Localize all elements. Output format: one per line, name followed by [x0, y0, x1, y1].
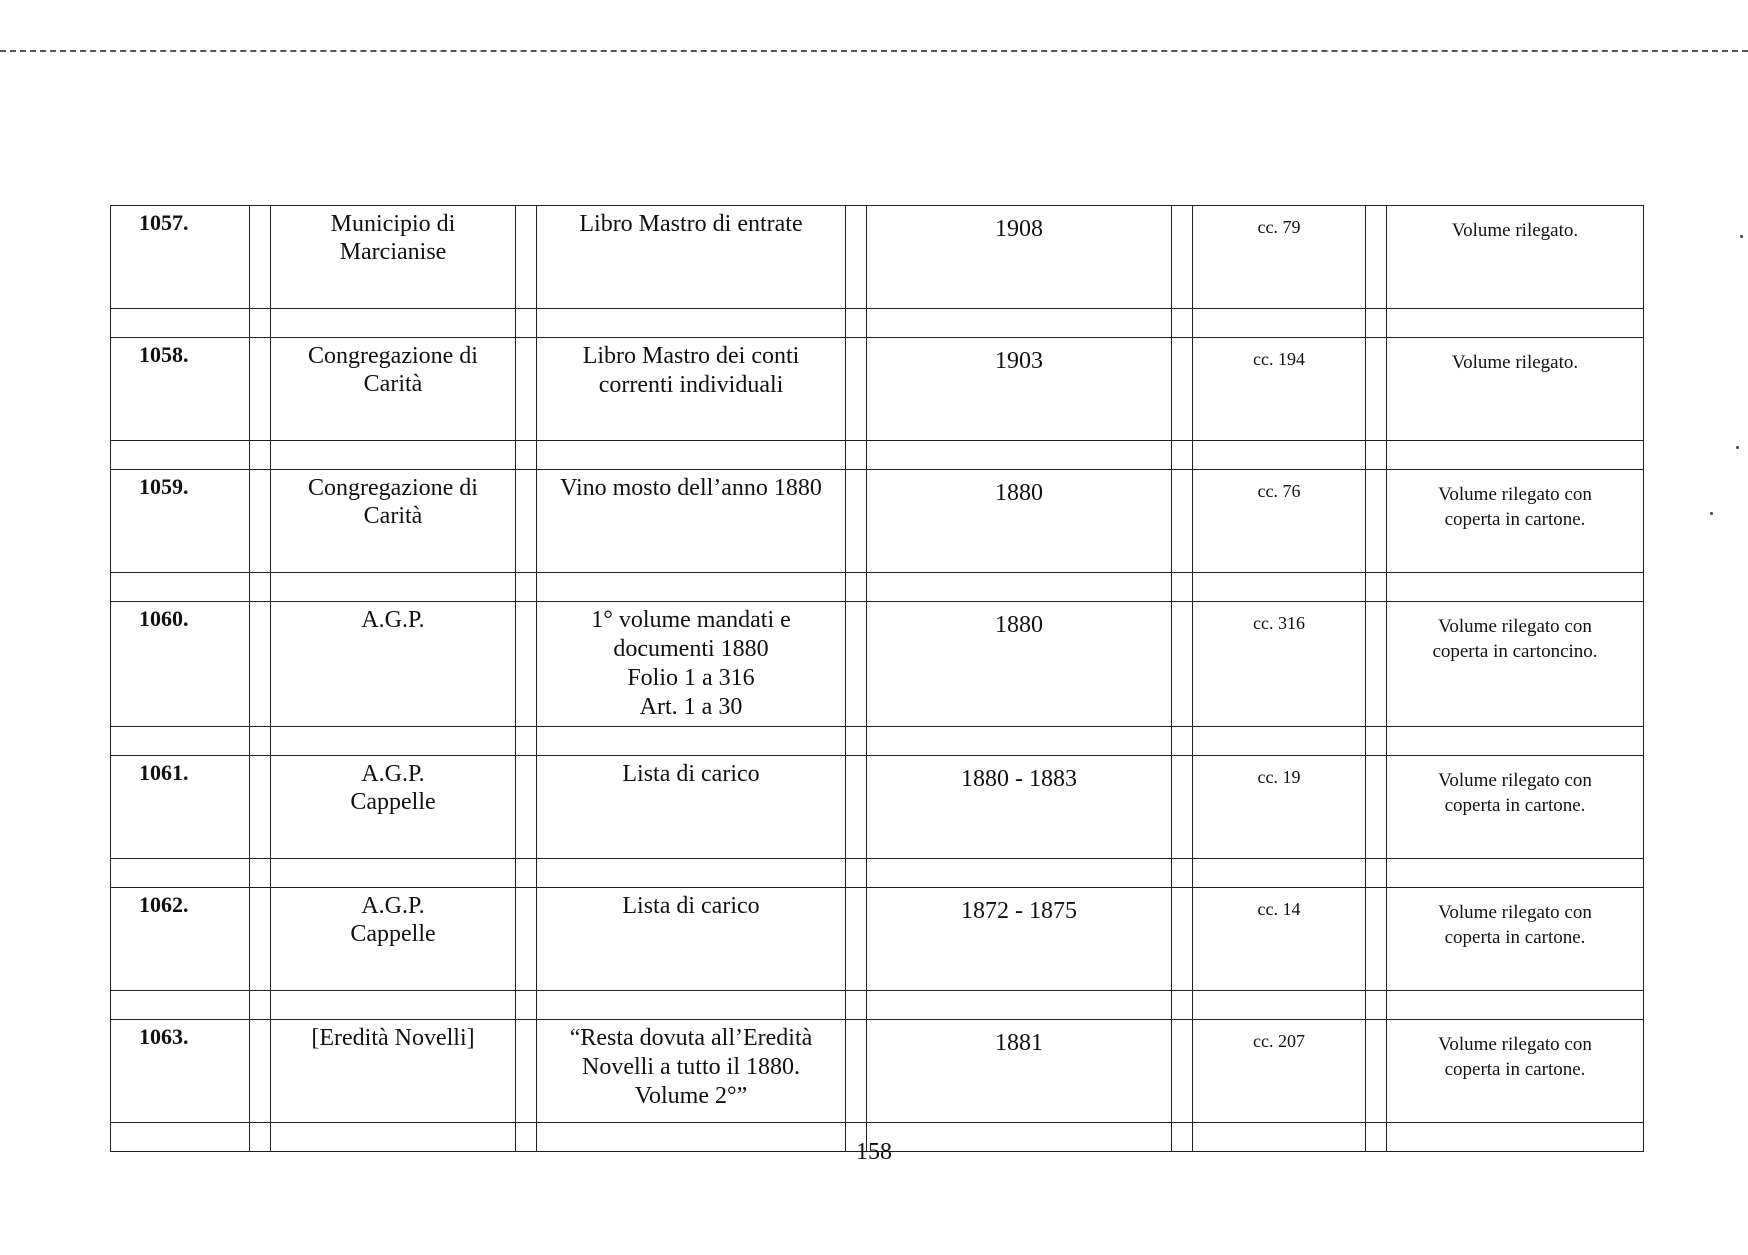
column-gap	[1366, 756, 1387, 859]
descrizione-line: correnti individuali	[598, 372, 784, 398]
descrizione-line: Lista di carico	[622, 893, 760, 919]
descrizione-line: Folio 1 a 316	[627, 665, 755, 691]
descrizione-line: Vino mosto dell’anno 1880	[560, 475, 822, 501]
entry-descrizione	[537, 338, 846, 441]
entry-descrizione	[537, 206, 846, 309]
column-gap	[846, 206, 867, 309]
table-row	[111, 756, 1644, 859]
table-spacer-row	[111, 309, 1644, 338]
column-gap	[516, 888, 537, 991]
scan-dashed-edge	[0, 50, 1748, 52]
note-line: Volume rilegato con	[1438, 1034, 1592, 1055]
note-line: coperta in cartone.	[1444, 795, 1586, 816]
column-gap	[846, 888, 867, 991]
ente-line: A.G.P.	[361, 761, 425, 787]
ente-line: Congregazione di	[308, 475, 478, 501]
entry-carte: cc. 79	[1193, 206, 1366, 309]
entry-carte: cc. 14	[1193, 888, 1366, 991]
column-gap	[846, 338, 867, 441]
column-gap	[846, 756, 867, 859]
entry-number: 1063.	[111, 1020, 250, 1123]
entry-descrizione	[537, 470, 846, 573]
column-gap	[516, 206, 537, 309]
page-number: 158	[856, 1139, 892, 1165]
table-spacer-row	[111, 991, 1644, 1020]
entry-number: 1057.	[111, 206, 250, 309]
entry-ente	[271, 338, 516, 441]
table-spacer-row	[111, 441, 1644, 470]
column-gap	[250, 470, 271, 573]
entry-ente	[271, 888, 516, 991]
descrizione-line: Volume 2°”	[634, 1083, 748, 1109]
ente-line: Congregazione di	[308, 343, 478, 369]
note-line: Volume rilegato con	[1438, 484, 1592, 505]
entry-anno: 1880	[867, 470, 1172, 573]
entry-descrizione	[537, 1020, 846, 1123]
column-gap	[1172, 470, 1193, 573]
column-gap	[516, 602, 537, 727]
entry-number: 1062.	[111, 888, 250, 991]
ente-line: [Eredità Novelli]	[311, 1025, 475, 1051]
entry-ente	[271, 206, 516, 309]
table-spacer-row	[111, 859, 1644, 888]
column-gap	[250, 338, 271, 441]
column-gap	[516, 1020, 537, 1123]
descrizione-line: Libro Mastro dei conti	[582, 343, 800, 369]
entry-ente	[271, 602, 516, 727]
entry-number: 1059.	[111, 470, 250, 573]
entry-ente	[271, 756, 516, 859]
column-gap	[250, 206, 271, 309]
entry-note	[1387, 470, 1644, 573]
scan-speck	[1736, 446, 1739, 449]
descrizione-line: 1° volume mandati e	[591, 607, 791, 633]
entry-descrizione	[537, 888, 846, 991]
entry-note	[1387, 206, 1644, 309]
table-row	[111, 470, 1644, 573]
entry-carte: cc. 194	[1193, 338, 1366, 441]
note-line: Volume rilegato con	[1438, 770, 1592, 791]
entry-descrizione	[537, 602, 846, 727]
ente-line: Cappelle	[350, 789, 436, 815]
column-gap	[1366, 338, 1387, 441]
ente-line: A.G.P.	[361, 893, 425, 919]
note-line: coperta in cartone.	[1444, 927, 1586, 948]
table-row	[111, 602, 1644, 727]
column-gap	[1172, 602, 1193, 727]
column-gap	[1366, 888, 1387, 991]
entry-carte: cc. 19	[1193, 756, 1366, 859]
entry-note	[1387, 338, 1644, 441]
column-gap	[1366, 1020, 1387, 1123]
entry-number: 1061.	[111, 756, 250, 859]
entry-number: 1058.	[111, 338, 250, 441]
column-gap	[1172, 888, 1193, 991]
scan-speck	[1740, 235, 1743, 238]
entry-anno: 1881	[867, 1020, 1172, 1123]
entry-ente	[271, 470, 516, 573]
column-gap	[1366, 470, 1387, 573]
column-gap	[846, 602, 867, 727]
descrizione-line: Lista di carico	[622, 761, 760, 787]
column-gap	[250, 1020, 271, 1123]
descrizione-line: documenti 1880	[613, 636, 769, 662]
ente-line: Marcianise	[339, 239, 447, 265]
entry-anno: 1880 - 1883	[867, 756, 1172, 859]
table-row	[111, 1020, 1644, 1123]
column-gap	[250, 756, 271, 859]
note-line: Volume rilegato.	[1451, 220, 1579, 241]
entry-note	[1387, 888, 1644, 991]
table-row	[111, 338, 1644, 441]
column-gap	[1172, 206, 1193, 309]
note-line: Volume rilegato.	[1451, 352, 1579, 373]
column-gap	[516, 338, 537, 441]
entry-note	[1387, 1020, 1644, 1123]
column-gap	[1172, 338, 1193, 441]
ente-line: Carità	[363, 371, 423, 397]
column-gap	[1172, 756, 1193, 859]
table-row	[111, 888, 1644, 991]
entry-number: 1060.	[111, 602, 250, 727]
column-gap	[1366, 602, 1387, 727]
descrizione-line: “Resta dovuta all’Eredità	[569, 1025, 813, 1051]
note-line: coperta in cartoncino.	[1432, 641, 1598, 662]
entry-carte: cc. 316	[1193, 602, 1366, 727]
column-gap	[250, 602, 271, 727]
table-row	[111, 206, 1644, 309]
descrizione-line: Art. 1 a 30	[639, 694, 743, 720]
entry-anno: 1908	[867, 206, 1172, 309]
column-gap	[516, 756, 537, 859]
entry-anno: 1903	[867, 338, 1172, 441]
note-line: coperta in cartone.	[1444, 1059, 1586, 1080]
column-gap	[516, 470, 537, 573]
ente-line: Carità	[363, 503, 423, 529]
column-gap	[250, 888, 271, 991]
entry-note	[1387, 602, 1644, 727]
table-spacer-row	[111, 727, 1644, 756]
descrizione-line: Novelli a tutto il 1880.	[582, 1054, 800, 1080]
entry-carte: cc. 207	[1193, 1020, 1366, 1123]
entry-anno: 1880	[867, 602, 1172, 727]
note-line: Volume rilegato con	[1438, 902, 1592, 923]
entry-anno: 1872 - 1875	[867, 888, 1172, 991]
entry-note	[1387, 756, 1644, 859]
entry-descrizione	[537, 756, 846, 859]
ente-line: A.G.P.	[361, 607, 425, 633]
entry-carte: cc. 76	[1193, 470, 1366, 573]
column-gap	[846, 1020, 867, 1123]
note-line: coperta in cartone.	[1444, 509, 1586, 530]
descrizione-line: Libro Mastro di entrate	[579, 211, 803, 237]
ente-line: Municipio di	[330, 211, 456, 237]
table-spacer-row	[111, 573, 1644, 602]
column-gap	[846, 470, 867, 573]
ente-line: Cappelle	[350, 921, 436, 947]
column-gap	[1366, 206, 1387, 309]
note-line: Volume rilegato con	[1438, 616, 1592, 637]
column-gap	[1172, 1020, 1193, 1123]
scan-speck	[1710, 512, 1713, 515]
archive-inventory-table	[110, 205, 1644, 1152]
entry-ente	[271, 1020, 516, 1123]
